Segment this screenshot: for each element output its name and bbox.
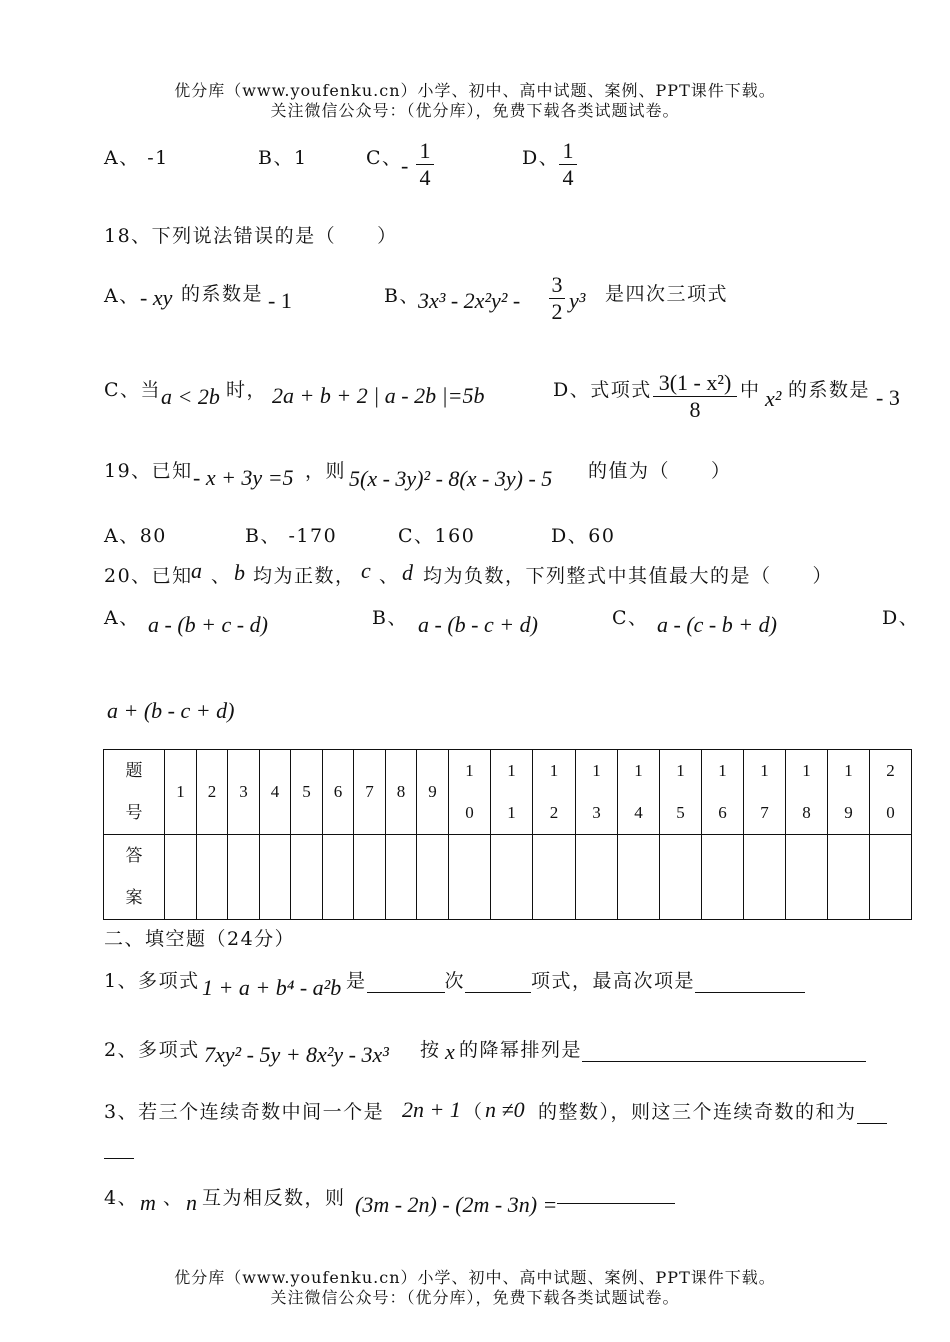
f3-post: 的整数），则这三个连续奇数的和为 (538, 1101, 857, 1123)
section-2-title: 二、填空题（24分） (104, 928, 296, 950)
table-number-digit: 1 (592, 761, 601, 780)
table-number-digit: 0 (886, 803, 895, 822)
q19-option-a: A、80 (104, 525, 167, 547)
q20-expr-c: a - (c - b + d) (657, 612, 777, 637)
q19-stem-pre: 19、已知 (104, 460, 193, 482)
q20-sep-2: 、 (379, 565, 400, 587)
table-answer-cell[interactable] (828, 835, 870, 920)
f1-text (346, 966, 805, 993)
f3-blank[interactable] (857, 1123, 887, 1124)
q18-d-text: 的系数是 (788, 379, 871, 401)
q20-expr-a: a - (b + c - d) (148, 612, 268, 637)
q18-d-mid: 中 (740, 379, 761, 401)
table-number-digit: 1 (676, 761, 685, 780)
q17-option-c-sign: - (401, 153, 409, 178)
table-question-number (702, 750, 744, 835)
f3-expr: 2n + 1 (402, 1097, 461, 1122)
table-question-number (291, 750, 323, 835)
q20-label-c: C、 (612, 607, 649, 629)
table-question-number (260, 750, 291, 835)
table-number-digit: 1 (507, 803, 516, 822)
q18-d-fraction (653, 370, 737, 423)
table-number-digit: 6 (718, 803, 727, 822)
table-number-digit: 3 (592, 803, 601, 822)
q20-label-b: B、 (372, 607, 408, 629)
table-answer-cell[interactable] (165, 835, 197, 920)
q17-option-a: A、 -1 (104, 147, 169, 169)
table-row-label (104, 835, 165, 920)
table-question-number (323, 750, 354, 835)
q20-var-a: a (191, 558, 202, 583)
table-number-digit: 7 (365, 782, 374, 801)
q19-option-c: C、160 (398, 525, 476, 547)
table-answer-cell[interactable] (786, 835, 828, 920)
q18-b-expr: 3x³ - 2x²y² - (418, 288, 521, 313)
f2-pre: 2、多项式 (104, 1039, 200, 1061)
table-answer-cell[interactable] (228, 835, 260, 920)
q17-option-c: C、 (366, 147, 403, 169)
f1-t2: 次 (444, 970, 466, 992)
q17-option-b: B、1 (258, 147, 308, 169)
header-line-1: 优分库（www.youfenku.cn）小学、初中、高中试题、案例、PPT课件下载。 (174, 81, 776, 100)
footer-line-2: 关注微信公众号：（优分库），免费下载各类试题试卷。 (270, 1288, 680, 1307)
table-number-digit: 1 (549, 761, 559, 780)
f2-t1: 按 (420, 1039, 441, 1061)
q18-a-expr: - xy (140, 285, 173, 310)
table-question-number (744, 750, 786, 835)
f4-var-m: m (140, 1190, 156, 1215)
table-label-char: 案 (125, 888, 143, 907)
f4-expr (355, 1192, 675, 1218)
table-number-digit: 2 (549, 803, 559, 822)
table-question-number (354, 750, 386, 835)
table-question-number (870, 750, 912, 835)
table-answer-cell[interactable] (386, 835, 417, 920)
q20-var-b: b (234, 560, 245, 585)
table-answer-cell[interactable] (660, 835, 702, 920)
q20-var-c: c (361, 558, 371, 583)
table-number-digit: 8 (802, 803, 811, 822)
table-number-digit: 1 (802, 761, 811, 780)
f2-blank[interactable] (582, 1061, 866, 1062)
q20-mid-2: 均为负数，下列整式中其值最大的是（ ） (423, 565, 834, 587)
table-answer-cell[interactable] (197, 835, 228, 920)
table-question-number (576, 750, 618, 835)
table-number-digit: 3 (239, 782, 248, 801)
q18-a-text: 的系数是 (181, 283, 264, 305)
table-answer-cell[interactable] (491, 835, 533, 920)
table-row-label (104, 750, 165, 835)
q18-d-var: x² (765, 386, 782, 411)
table-answer-cell[interactable] (744, 835, 786, 920)
f2-t2: 的降幂排列是 (459, 1039, 583, 1061)
table-number-digit: 9 (844, 803, 853, 822)
table-number-digit: 1 (176, 782, 185, 801)
q20-expr-b: a - (b - c + d) (418, 612, 538, 637)
q19-stem-post: 的值为（ ） (588, 460, 732, 482)
table-answer-cell[interactable] (260, 835, 291, 920)
table-question-number (618, 750, 660, 835)
header-line-2: 关注微信公众号：（优分库），免费下载各类试题试卷。 (270, 101, 680, 120)
table-question-number (660, 750, 702, 835)
table-answer-cell[interactable] (618, 835, 660, 920)
f1-t3: 项式，最高次项是 (531, 970, 696, 992)
q19-expression: 5(x - 3y)² - 8(x - 3y) - 5 (349, 466, 553, 491)
f3-text (538, 1097, 887, 1124)
table-number-digit: 1 (507, 761, 516, 780)
table-answer-cell[interactable] (702, 835, 744, 920)
table-answer-cell[interactable] (533, 835, 576, 920)
q20-sep-1: 、 (211, 565, 232, 587)
table-number-digit: 4 (634, 803, 643, 822)
q17-option-d: D、 (522, 147, 560, 169)
q18-a-value: - 1 (268, 288, 292, 313)
q18-c-expr: 2a + b + 2 | a - 2b |=5b (272, 383, 485, 408)
q18-c-condition: a < 2b (161, 384, 220, 409)
q18-b-tail: y³ (569, 288, 586, 313)
table-answer-cell[interactable] (291, 835, 323, 920)
f3-mid: （ (463, 1101, 484, 1123)
f1-blank-2[interactable] (465, 992, 531, 993)
f2-expr: 7xy² - 5y + 8x²y - 3x³ (204, 1042, 389, 1067)
table-number-digit: 5 (676, 803, 685, 822)
f4-var-n: n (186, 1190, 197, 1215)
f2-text (459, 1035, 866, 1062)
table-answer-cell[interactable] (323, 835, 354, 920)
table-label-char: 号 (125, 803, 143, 822)
table-number-digit: 4 (270, 782, 280, 801)
q18-c-label: C、当 (104, 379, 162, 401)
table-label-char: 题 (125, 761, 143, 780)
table-question-number (228, 750, 260, 835)
table-question-number (786, 750, 828, 835)
table-number-digit: 2 (207, 782, 217, 801)
q18-b-fraction (549, 272, 565, 325)
table-question-number (197, 750, 228, 835)
table-number-digit: 5 (302, 782, 311, 801)
q20-stem-pre: 20、已知 (104, 565, 193, 587)
q18-b-label: B、 (384, 285, 420, 307)
fraction-denominator: 4 (419, 165, 431, 190)
table-answer-cell[interactable] (576, 835, 618, 920)
fraction-denominator: 4 (562, 165, 574, 190)
table-number-digit: 0 (465, 803, 474, 822)
fraction-denominator: 8 (689, 397, 701, 422)
f4-pre: 4、 (104, 1187, 139, 1209)
q19-option-b: B、 -170 (245, 525, 338, 547)
table-number-digit: 1 (634, 761, 643, 780)
table-question-number (828, 750, 870, 835)
table-question-number (417, 750, 449, 835)
table-number-digit: 8 (396, 782, 406, 801)
q18-stem: 18、下列说法错误的是（ ） (104, 225, 398, 247)
table-number-digit: 1 (760, 761, 769, 780)
q20-var-d: d (402, 560, 413, 585)
q20-label-a: A、 (104, 607, 140, 629)
f1-t1: 是 (346, 970, 367, 992)
fraction-numerator: 3(1 - x²) (658, 370, 732, 395)
table-question-number (491, 750, 533, 835)
table-number-digit: 2 (886, 761, 895, 780)
q18-c-text: 时， (226, 379, 268, 401)
answer-table (103, 749, 912, 920)
q18-d-value: - 3 (876, 385, 900, 410)
table-answer-cell[interactable] (449, 835, 491, 920)
f1-blank-1[interactable] (367, 992, 445, 993)
table-number-digit: 6 (333, 782, 343, 801)
q19-condition: - x + 3y =5 (193, 465, 294, 490)
q18-d-label: D、式项式 (553, 379, 652, 401)
footer-line-1: 优分库（www.youfenku.cn）小学、初中、高中试题、案例、PPT课件下载。 (174, 1268, 776, 1287)
f4-sep: 、 (163, 1187, 184, 1209)
f3-condition: n ≠0 (485, 1097, 525, 1122)
q18-a-label: A、 (104, 285, 140, 307)
f1-pre: 1、多项式 (104, 970, 200, 992)
fraction-numerator: 3 (551, 272, 563, 297)
table-number-digit: 9 (428, 782, 437, 801)
table-answer-cell[interactable] (417, 835, 449, 920)
answer-table-header-row (104, 750, 912, 835)
table-question-number (165, 750, 197, 835)
table-number-digit: 1 (844, 761, 853, 780)
table-answer-cell[interactable] (354, 835, 386, 920)
table-answer-cell[interactable] (870, 835, 912, 920)
f1-blank-3[interactable] (695, 992, 805, 993)
answer-table-answer-row (104, 835, 912, 920)
f4-expr-text: (3m - 2n) - (2m - 3n) = (355, 1192, 558, 1217)
table-number-digit: 7 (760, 803, 769, 822)
fraction-denominator: 2 (551, 299, 563, 324)
table-question-number (533, 750, 576, 835)
f1-expr: 1 + a + b⁴ - a²b (202, 975, 342, 1000)
q20-label-d: D、 (882, 607, 920, 629)
q17-option-d-fraction (559, 138, 577, 191)
f3-blank-continued[interactable] (104, 1158, 134, 1159)
f4-mid: 互为相反数，则 (202, 1187, 346, 1209)
table-question-number (386, 750, 417, 835)
q20-mid-1: 均为正数， (253, 565, 356, 587)
fraction-numerator: 1 (419, 138, 431, 163)
table-number-digit: 1 (465, 761, 474, 780)
f4-blank[interactable] (557, 1203, 675, 1204)
table-question-number (449, 750, 491, 835)
fraction-numerator: 1 (562, 138, 574, 163)
f2-var: x (445, 1039, 455, 1064)
q19-option-d: D、60 (551, 525, 616, 547)
q18-b-text: 是四次三项式 (605, 283, 729, 305)
q20-expr-d: a + (b - c + d) (107, 698, 235, 723)
table-label-char: 答 (125, 846, 143, 865)
q17-option-c-fraction (416, 138, 434, 191)
table-number-digit: 1 (718, 761, 727, 780)
q19-comma: ，则 (305, 460, 347, 482)
f3-pre: 3、若三个连续奇数中间一个是 (104, 1101, 385, 1123)
